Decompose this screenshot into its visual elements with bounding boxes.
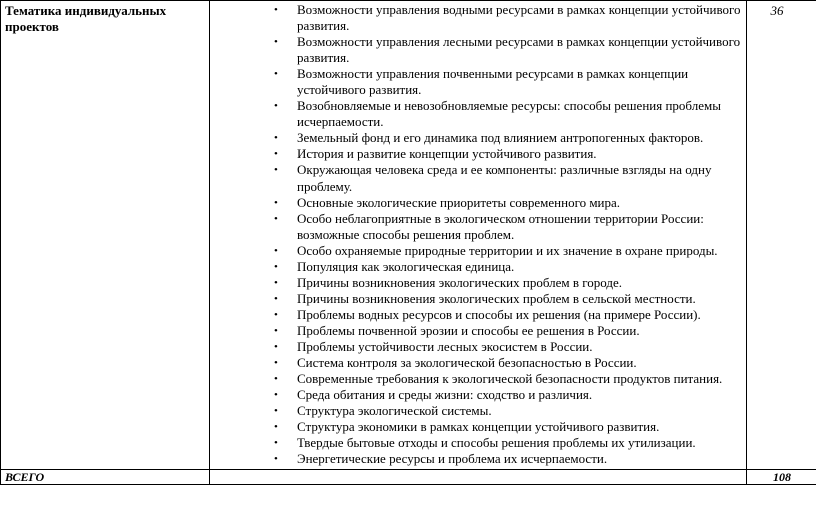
list-item <box>210 195 742 211</box>
list-item <box>210 435 742 451</box>
topic-cell <box>1 1 210 470</box>
list-item-text: Твердые бытовые отходы и способы решения проблемы их утилизации. <box>297 435 696 451</box>
list-item <box>210 371 742 387</box>
bullet-icon: • <box>274 324 278 337</box>
bullet-icon: • <box>274 212 278 225</box>
list-item <box>210 291 742 307</box>
list-item <box>210 2 742 34</box>
bullet-icon: • <box>274 421 278 434</box>
list-item-text: Особо охраняемые природные территории и их значение в охране природы. <box>297 242 718 258</box>
list-item-text: Возможности управления водными ресурсами в рамках концепции устойчивого развития. <box>297 2 741 34</box>
topic-list <box>210 1 746 469</box>
list-item <box>210 355 742 371</box>
list-item-text: Основные экологические приоритеты современного мира. <box>297 194 621 210</box>
list-item-text: Причины возникновения экологических проблем в городе. <box>297 274 623 290</box>
list-item <box>210 387 742 403</box>
bullet-icon: • <box>274 373 278 386</box>
bullet-icon: • <box>274 389 278 402</box>
bullet-icon: • <box>274 437 278 450</box>
bullet-icon: • <box>274 164 278 177</box>
table-row <box>1 1 816 470</box>
bullet-icon: • <box>274 308 278 321</box>
list-item <box>210 307 742 323</box>
bullet-icon: • <box>274 36 278 49</box>
list-item-text: Возможности управления почвенными ресурсами в рамках концепции устойчивого развития. <box>297 66 689 98</box>
hours-value: 36 <box>770 3 784 18</box>
list-item <box>210 403 742 419</box>
bullet-icon: • <box>274 357 278 370</box>
list-item-text: История и развитие концепции устойчивого развития. <box>297 146 597 162</box>
list-item-text: Система контроля за экологической безопасностью в России. <box>297 355 637 371</box>
list-item <box>210 275 742 291</box>
list-item-text: Особо неблагоприятные в экологическом отношении территории России: возможные способы решения проблем. <box>297 210 704 242</box>
list-item <box>210 339 742 355</box>
list-item-text: Популяция как экологическая единица. <box>297 258 515 274</box>
total-label: ВСЕГО <box>5 470 45 485</box>
total-label-cell <box>1 470 210 485</box>
list-item-text: Причины возникновения экологических проблем в сельской местности. <box>297 290 696 306</box>
total-value-cell <box>747 470 816 485</box>
list-item-text: Современные требования к экологической безопасности продуктов питания. <box>297 371 723 387</box>
bullet-icon: • <box>274 340 278 353</box>
list-item-text: Окружающая человека среда и ее компоненты: различные взгляды на одну проблему. <box>297 162 712 194</box>
list-item <box>210 419 742 435</box>
list-item <box>210 162 742 194</box>
list-item <box>210 451 742 467</box>
list-item-text: Возобновляемые и невозобновляемые ресурсы: способы решения проблемы исчерпаемости. <box>297 98 721 130</box>
list-item <box>210 323 742 339</box>
bullet-icon: • <box>274 276 278 289</box>
bullet-icon: • <box>274 100 278 113</box>
list-item-text: Проблемы почвенной эрозии и способы ее решения в России. <box>297 322 640 338</box>
bullet-icon: • <box>274 148 278 161</box>
bullet-icon: • <box>274 68 278 81</box>
list-item-text: Структура экологической системы. <box>297 403 492 419</box>
list-item <box>210 211 742 243</box>
bullet-icon: • <box>274 196 278 209</box>
list-item-text: Земельный фонд и его динамика под влиянием антропогенных факторов. <box>297 130 704 146</box>
bullet-icon: • <box>274 260 278 273</box>
bullet-icon: • <box>274 292 278 305</box>
list-item <box>210 66 742 98</box>
list-item <box>210 146 742 162</box>
list-item <box>210 34 742 66</box>
list-item-text: Энергетические ресурсы и проблема их исчерпаемости. <box>297 451 608 467</box>
total-empty-cell <box>210 470 747 485</box>
list-item <box>210 259 742 275</box>
content-cell <box>210 1 747 470</box>
list-item <box>210 130 742 146</box>
total-value: 108 <box>773 470 791 485</box>
list-item-text: Проблемы водных ресурсов и способы их решения (на примере России). <box>297 306 701 322</box>
total-row <box>1 470 816 485</box>
list-item-text: Структура экономики в рамках концепции устойчивого развития. <box>297 419 660 435</box>
topic-heading: Тематика индивидуальных проектов <box>5 3 167 34</box>
bullet-icon: • <box>274 244 278 257</box>
list-item-text: Среда обитания и среды жизни: сходство и различия. <box>297 387 593 403</box>
list-item <box>210 98 742 130</box>
bullet-icon: • <box>274 4 278 16</box>
bullet-icon: • <box>274 453 278 466</box>
bullet-icon: • <box>274 132 278 145</box>
hours-cell <box>747 1 816 470</box>
bullet-icon: • <box>274 405 278 418</box>
list-item-text: Проблемы устойчивости лесных экосистем в России. <box>297 338 593 354</box>
list-item-text: Возможности управления лесными ресурсами в рамках концепции устойчивого развития. <box>297 34 741 66</box>
list-item <box>210 243 742 259</box>
